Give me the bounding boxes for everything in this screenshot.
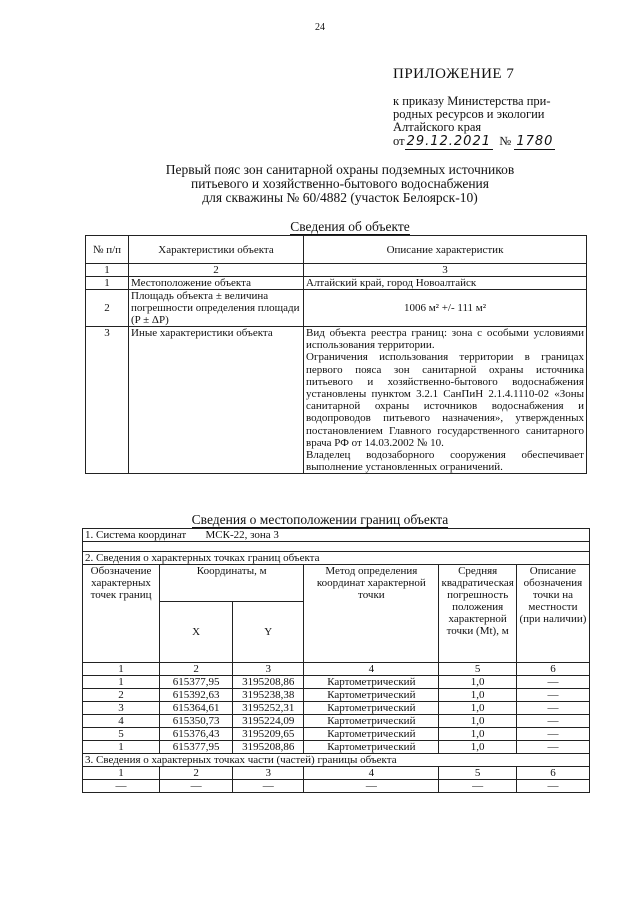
- accuracy-cell: 1,0: [439, 715, 516, 728]
- empty-cell: —: [439, 780, 516, 793]
- point-cell: 4: [83, 715, 160, 728]
- method-cell: Картометрический: [304, 689, 439, 702]
- description-paragraph: Вид объекта реестра границ: зона с особыми условиями использования территории.: [306, 327, 584, 352]
- description-paragraph: Владелец водозаборного сооружения обеспечивает выполнение установленных ограничений.: [306, 449, 584, 474]
- desc-cell: —: [516, 728, 589, 741]
- row-number: 3: [86, 327, 129, 474]
- numbering-cell: 3: [233, 663, 304, 676]
- table-row: [83, 676, 590, 689]
- y-cell: 3195252,31: [233, 702, 304, 715]
- empty-cell: —: [304, 780, 439, 793]
- description-cell: 1006 м² +/- 111 м²: [304, 290, 587, 327]
- accuracy-cell: 1,0: [439, 676, 516, 689]
- x-cell: 615377,95: [160, 676, 233, 689]
- empty-cell: —: [516, 780, 589, 793]
- location-table: [82, 528, 590, 793]
- x-cell: 615376,43: [160, 728, 233, 741]
- header-x: X: [160, 602, 233, 663]
- title-line: Первый пояс зон санитарной охраны подземных источников: [165, 162, 515, 177]
- accuracy-cell: 1,0: [439, 741, 516, 754]
- order-line: Алтайского края: [393, 120, 482, 134]
- title-line: питьевого и хозяйственно-бытового водоснабжения: [191, 176, 489, 191]
- y-cell: 3195224,09: [233, 715, 304, 728]
- method-cell: Картометрический: [304, 741, 439, 754]
- accuracy-cell: 1,0: [439, 702, 516, 715]
- header-point-description: Описание обозначения точки на местности (при наличии): [516, 565, 589, 663]
- empty-cell: —: [233, 780, 304, 793]
- numbering-cell: 2: [129, 264, 304, 277]
- desc-cell: —: [516, 689, 589, 702]
- header-coords: Координаты, м: [160, 565, 304, 602]
- table-row: [83, 780, 590, 793]
- y-cell: 3195238,38: [233, 689, 304, 702]
- numbering-cell: 3: [233, 767, 304, 780]
- order-line: родных ресурсов и экологии: [393, 107, 545, 121]
- table-row: [83, 715, 590, 728]
- characteristic-cell: Иные характеристики объекта: [129, 327, 304, 474]
- method-cell: Картометрический: [304, 702, 439, 715]
- document-title: [150, 163, 530, 205]
- location-section-title: Сведения о местоположении границ объекта: [191, 512, 449, 527]
- accuracy-cell: 1,0: [439, 689, 516, 702]
- characteristic-cell: Площадь объекта ± величина погрешности определения площади (P ± ΔP): [129, 290, 304, 327]
- method-cell: Картометрический: [304, 676, 439, 689]
- description-cell: Алтайский край, город Новоалтайск: [304, 277, 587, 290]
- header-number: № п/п: [86, 236, 129, 264]
- section2-title: 2. Сведения о характерных точках границ объекта: [83, 552, 590, 565]
- numbering-cell: 6: [516, 663, 589, 676]
- order-reference: [393, 95, 588, 148]
- spacer-row: [83, 542, 590, 552]
- desc-cell: —: [516, 741, 589, 754]
- header-characteristic: Характеристики объекта: [129, 236, 304, 264]
- point-cell: 1: [83, 676, 160, 689]
- description-cell: [304, 327, 587, 474]
- characteristic-cell: Местоположение объекта: [129, 277, 304, 290]
- table-row: [83, 702, 590, 715]
- table-row: [83, 689, 590, 702]
- numbering-cell: 4: [304, 663, 439, 676]
- page-number: 24: [315, 22, 325, 33]
- coord-system-row: [83, 529, 590, 542]
- y-cell: 3195209,65: [233, 728, 304, 741]
- header-description: Описание характеристик: [304, 236, 587, 264]
- desc-cell: —: [516, 702, 589, 715]
- numbering-cell: 5: [439, 767, 516, 780]
- x-cell: 615364,61: [160, 702, 233, 715]
- point-cell: 3: [83, 702, 160, 715]
- row-number: 1: [86, 277, 129, 290]
- header-y: Y: [233, 602, 304, 663]
- numbering-cell: 3: [304, 264, 587, 277]
- order-number-handwritten: 1780: [516, 134, 554, 149]
- empty-cell: —: [160, 780, 233, 793]
- header-method: Метод определения координат характерной точки: [304, 565, 439, 663]
- point-cell: 2: [83, 689, 160, 702]
- numbering-cell: 2: [160, 767, 233, 780]
- section3-title: 3. Сведения о характерных точках части (частей) границы объекта: [83, 754, 590, 767]
- desc-cell: —: [516, 676, 589, 689]
- numbering-cell: 5: [439, 663, 516, 676]
- order-date-prefix: от: [393, 134, 405, 148]
- header-accuracy: Средняя квадратическая погрешность положения характерной точки (Mt), м: [439, 565, 516, 663]
- numbering-cell: 1: [83, 663, 160, 676]
- point-cell: 5: [83, 728, 160, 741]
- numbering-cell: 2: [160, 663, 233, 676]
- numbering-cell: 4: [304, 767, 439, 780]
- numbering-cell: 1: [86, 264, 129, 277]
- table-row: [83, 728, 590, 741]
- x-cell: 615377,95: [160, 741, 233, 754]
- y-cell: 3195208,86: [233, 676, 304, 689]
- table-row: [83, 741, 590, 754]
- appendix-title: ПРИЛОЖЕНИЕ 7: [393, 66, 515, 82]
- description-paragraph: Ограничения использования территории в границах первого пояса зон санитарной охраны источника питьевого и хозяйственно-бытового водоснабжения установлены пунктом 3.2.1 СанПиН 2.1.4.1110-02 «Зоны санитарной охраны источников водоснабжения и водопроводов питьевого назначения», утвержденных постановлением Главного государственного санитарного врача РФ от 14.03.2002 № 10.: [306, 351, 584, 449]
- empty-cell: —: [83, 780, 160, 793]
- order-number-prefix: №: [499, 134, 512, 148]
- y-cell: 3195208,86: [233, 741, 304, 754]
- coord-system-label: 1. Система координат: [85, 529, 187, 541]
- numbering-cell: 6: [516, 767, 589, 780]
- numbering-cell: 1: [83, 767, 160, 780]
- accuracy-cell: 1,0: [439, 728, 516, 741]
- order-line: к приказу Министерства при-: [393, 94, 551, 108]
- object-info-table: [85, 235, 587, 474]
- object-section-title: Сведения об объекте: [290, 219, 410, 234]
- method-cell: Картометрический: [304, 715, 439, 728]
- row-number: 2: [86, 290, 129, 327]
- desc-cell: —: [516, 715, 589, 728]
- method-cell: Картометрический: [304, 728, 439, 741]
- point-cell: 1: [83, 741, 160, 754]
- x-cell: 615392,63: [160, 689, 233, 702]
- order-date-line: [393, 135, 588, 148]
- x-cell: 615350,73: [160, 715, 233, 728]
- order-date-handwritten: 29.12.2021: [406, 134, 491, 149]
- title-line: для скважины № 60/4882 (участок Белоярск-10): [202, 190, 478, 205]
- coord-system-value: МСК-22, зона 3: [205, 529, 279, 541]
- header-point: Обозначение характерных точек границ: [83, 565, 160, 663]
